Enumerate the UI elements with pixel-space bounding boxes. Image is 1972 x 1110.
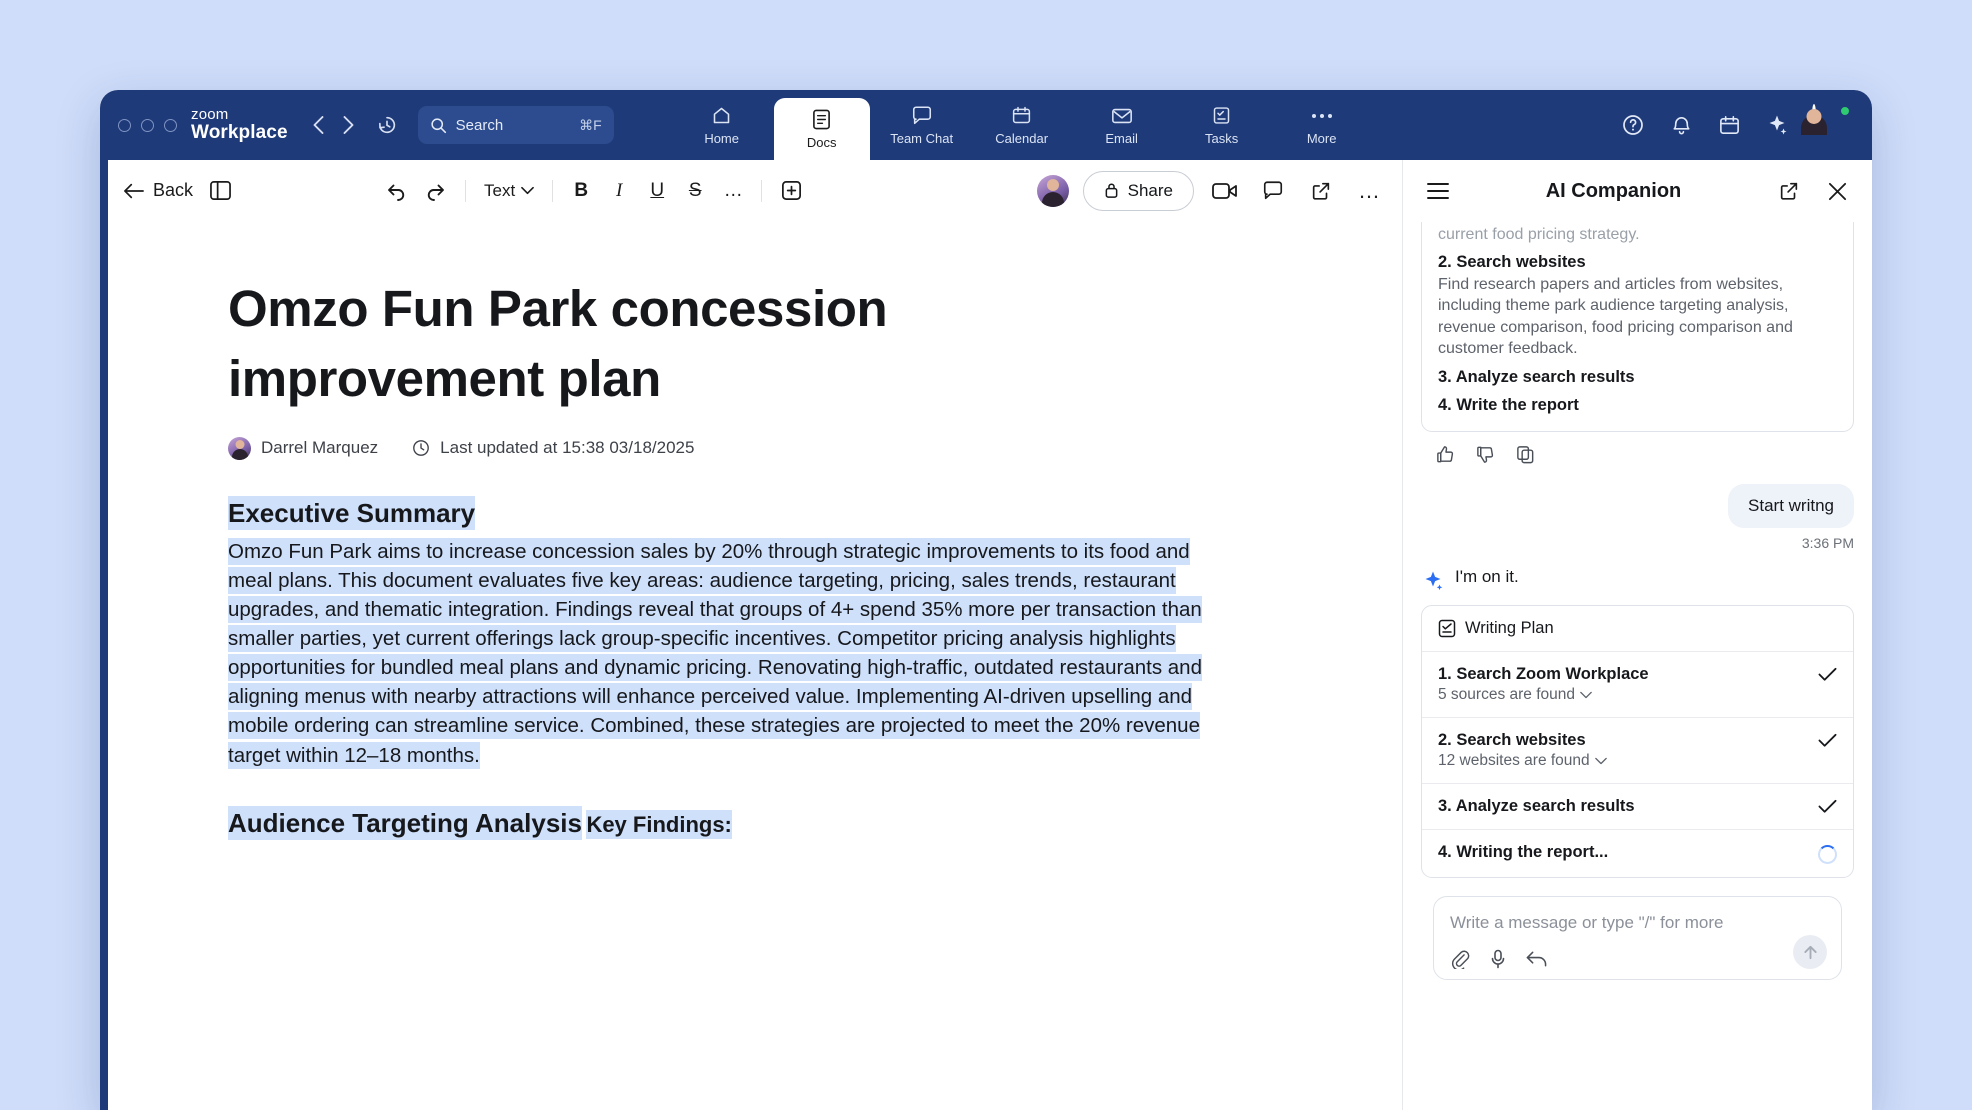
undo-icon[interactable] [379, 174, 413, 208]
zoom-workplace-logo [191, 107, 288, 143]
tab-team-chat[interactable] [874, 90, 970, 160]
window-body [100, 160, 1872, 1110]
ai-companion-panel [1402, 160, 1872, 1110]
loading-spinner-icon [1818, 845, 1837, 864]
comment-icon[interactable] [1256, 174, 1290, 208]
plan-item-label: 1. Search Zoom Workplace [1438, 665, 1649, 684]
docs-icon [812, 109, 831, 131]
home-icon [711, 105, 732, 127]
collaborator-avatar[interactable] [1037, 175, 1069, 207]
assistant-message [1421, 567, 1854, 593]
copy-icon[interactable] [1515, 444, 1537, 466]
titlebar-right-actions [1620, 106, 1854, 144]
avatar-image [1812, 104, 1816, 125]
ai-sparkle-icon [1421, 569, 1445, 593]
plan-step-title: 4. Write the report [1438, 396, 1579, 415]
ai-conversation[interactable] [1403, 222, 1872, 1110]
writing-plan-item[interactable] [1422, 652, 1853, 718]
plan-item-label: 4. Writing the report... [1438, 843, 1609, 862]
help-icon[interactable] [1620, 112, 1646, 138]
search-icon [430, 117, 447, 134]
plan-step-title: 3. Analyze search results [1438, 368, 1635, 387]
back-arrow-icon [124, 183, 144, 199]
chevron-down-icon [521, 186, 534, 195]
notifications-icon[interactable] [1668, 112, 1694, 138]
plan-item-label: 3. Analyze search results [1438, 797, 1635, 816]
more-format-button[interactable]: … [723, 179, 743, 201]
italic-button[interactable]: I [616, 179, 623, 201]
bold-button[interactable]: B [574, 179, 589, 201]
writing-plan-card [1421, 605, 1854, 878]
send-icon[interactable] [1793, 935, 1827, 969]
text-style-dropdown[interactable] [478, 181, 540, 201]
document-toolbar [108, 160, 1402, 222]
close-window-button[interactable] [118, 119, 131, 132]
plan-item-sub[interactable] [1438, 752, 1808, 770]
presence-indicator [1839, 105, 1851, 117]
document-overflow-button[interactable]: … [1358, 177, 1380, 203]
executive-summary-heading-text: Executive Summary [228, 497, 476, 528]
tasks-icon [1211, 105, 1232, 127]
message-timestamp: 3:36 PM [1801, 535, 1854, 552]
composer-placeholder: Write a message or type "/" for more [1450, 913, 1724, 933]
reply-icon[interactable] [1526, 950, 1547, 968]
search-input[interactable] [418, 106, 614, 144]
user-message: Start writng [1728, 484, 1854, 528]
main-tabs[interactable] [674, 90, 1370, 160]
plan-item-sub-text: 12 websites are found [1438, 752, 1590, 770]
ai-companion-icon[interactable] [1764, 112, 1790, 138]
attach-icon[interactable] [1450, 949, 1470, 969]
formatting-tools [379, 174, 808, 208]
back-button[interactable] [124, 180, 193, 201]
composer-tools [1450, 949, 1825, 969]
tab-email[interactable] [1074, 90, 1170, 160]
tab-more[interactable] [1274, 90, 1370, 160]
plan-item-sub[interactable] [1438, 686, 1808, 704]
author-avatar [228, 437, 251, 460]
ai-panel-header [1403, 160, 1872, 222]
share-button[interactable] [1083, 171, 1194, 211]
check-icon [1818, 799, 1837, 814]
writing-plan-item[interactable] [1422, 830, 1853, 877]
lock-icon [1104, 182, 1119, 199]
document-area [108, 160, 1402, 1110]
minimize-window-button[interactable] [141, 119, 154, 132]
check-icon [1818, 733, 1837, 748]
section-heading-executive-summary [228, 496, 475, 531]
section-heading-audience-targeting [228, 806, 582, 841]
text-style-label: Text [484, 180, 516, 200]
message-composer[interactable] [1433, 896, 1842, 980]
page-title: Omzo Fun Park concession improvement plan [228, 280, 888, 408]
plan-step [1438, 396, 1837, 415]
tab-team-chat-label: Team Chat [890, 130, 954, 146]
email-icon [1111, 105, 1133, 127]
tab-tasks[interactable] [1174, 90, 1270, 160]
share-label: Share [1127, 180, 1173, 200]
history-icon[interactable] [370, 108, 404, 142]
search-placeholder: Search [455, 116, 504, 134]
executive-summary-body-text: Omzo Fun Park aims to increase concession sales by 20% through strategic improvements to its food and meal plans. This document evaluates five key areas: audience targeting, pricing, sales trends, restaurant upgrades, and thematic integration. Findings reveal that groups of 4+ spend 35% more per transaction than smaller parties, yet current offerings lack group-specific incentives. Competitor pricing analysis highlights opportunities for bundled meal plans and dynamic pricing. Renovating high-traffic, outdated restaurants and aligning menus with nearby attractions will enhance perceived value. Implementing AI-driven upselling and mobile ordering can streamline service. Combined, these strategies are projected to meet the 20% revenue target within 12–18 months. [228, 539, 1202, 767]
underline-button[interactable]: U [650, 179, 665, 201]
tab-docs-label: Docs [806, 134, 837, 150]
avatar[interactable] [1812, 106, 1850, 144]
writing-plan-item[interactable] [1422, 784, 1853, 830]
plan-step-desc: Find research papers and articles from websites, including theme park audience targeting analysis, revenue comparison, food pricing comparison and customer feedback. [1438, 276, 1793, 357]
calendar-icon [1011, 105, 1032, 127]
brand-line-1: zoom [191, 106, 229, 124]
writing-plan-item[interactable] [1422, 718, 1853, 784]
plan-step [1438, 253, 1837, 359]
previous-plan-card [1421, 222, 1854, 432]
video-icon[interactable] [1208, 174, 1242, 208]
more-icon [1310, 105, 1334, 127]
check-icon [1818, 667, 1837, 682]
search-shortcut: ⌘F [579, 116, 602, 133]
assistant-reply-text: I'm on it. [1455, 567, 1519, 587]
clock-icon [412, 439, 430, 457]
maximize-window-button[interactable] [164, 119, 177, 132]
subheading-key-findings [586, 812, 731, 838]
tab-tasks-label: Tasks [1205, 130, 1239, 146]
window-controls[interactable] [118, 119, 177, 132]
document-actions [1037, 171, 1386, 211]
title-bar [100, 90, 1872, 160]
panel-toggle-icon[interactable] [203, 174, 237, 208]
thumbs-up-icon[interactable] [1435, 444, 1457, 466]
calendar-mini-icon[interactable] [1716, 112, 1742, 138]
toolbar-divider-3 [761, 180, 762, 202]
plan-step [1438, 368, 1837, 387]
forward-arrow-icon[interactable] [334, 110, 364, 140]
last-updated: Last updated at 15:38 03/18/2025 [440, 438, 695, 458]
clipped-line: current food pricing strategy. [1438, 226, 1640, 243]
document-meta [228, 437, 1282, 460]
toolbar-divider [465, 180, 466, 202]
toolbar-divider-2 [552, 180, 553, 202]
tab-email-label: Email [1105, 130, 1138, 146]
close-icon[interactable] [1820, 174, 1854, 208]
tab-home-label: Home [704, 130, 739, 146]
chat-icon [911, 105, 933, 127]
plan-step-title: 2. Search websites [1438, 253, 1586, 271]
brand-line-2: Workplace [191, 121, 288, 143]
chevron-down-icon[interactable] [1595, 757, 1607, 765]
add-box-icon[interactable] [774, 174, 808, 208]
plan-item-label: 2. Search websites [1438, 731, 1586, 750]
back-arrow-icon[interactable] [304, 110, 334, 140]
open-external-icon[interactable] [1304, 174, 1338, 208]
back-label: Back [153, 180, 194, 200]
plan-item-sub-text: 5 sources are found [1438, 686, 1576, 704]
key-findings-text: Key Findings: [586, 811, 732, 837]
audience-targeting-heading-text: Audience Targeting Analysis [228, 807, 582, 838]
writing-plan-title: Writing Plan [1465, 619, 1554, 638]
tab-home[interactable] [674, 90, 770, 160]
redo-icon[interactable] [419, 174, 453, 208]
strikethrough-button[interactable]: S [688, 179, 702, 201]
tab-docs[interactable] [774, 98, 870, 160]
ai-panel-title: AI Companion [1545, 179, 1682, 202]
tab-calendar[interactable] [974, 90, 1070, 160]
tab-more-label: More [1306, 130, 1337, 146]
hamburger-icon[interactable] [1421, 174, 1455, 208]
plan-icon [1438, 619, 1456, 638]
document-canvas[interactable] [108, 222, 1402, 1110]
writing-plan-header [1422, 606, 1853, 652]
left-rail [100, 160, 108, 1110]
chevron-down-icon[interactable] [1580, 691, 1592, 699]
mic-icon[interactable] [1490, 949, 1506, 969]
popout-icon[interactable] [1772, 174, 1806, 208]
thumbs-down-icon[interactable] [1475, 444, 1497, 466]
zoom-workplace-window [100, 90, 1872, 1110]
author-name: Darrel Marquez [261, 438, 379, 458]
tab-calendar-label: Calendar [995, 130, 1049, 146]
executive-summary-body [228, 537, 1238, 770]
message-reactions [1421, 432, 1854, 466]
